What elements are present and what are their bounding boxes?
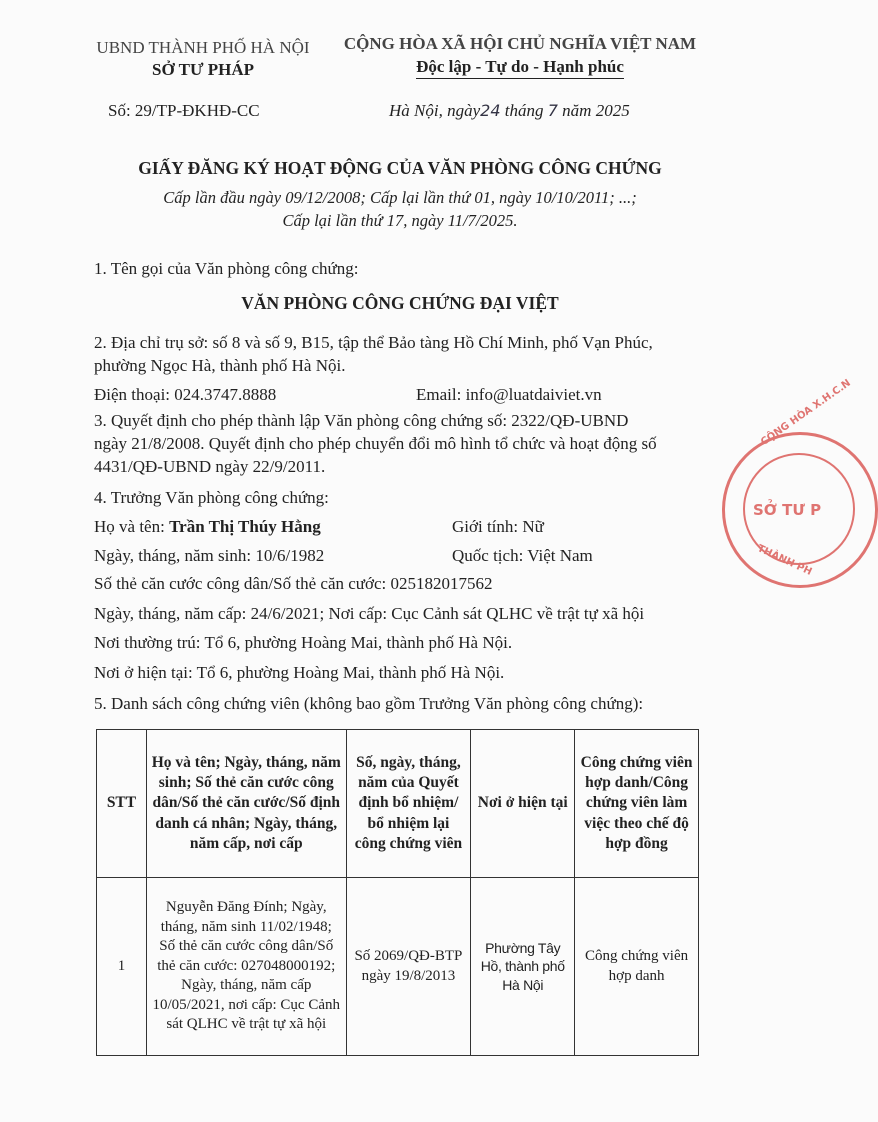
office-name: VĂN PHÒNG CÔNG CHỨNG ĐẠI VIỆT: [241, 293, 559, 313]
header-type: Công chứng viên hợp danh/Công chứng viên làm việc theo chế độ hợp đồng: [575, 730, 699, 878]
head-id-card: Số thẻ căn cước công dân/Số thẻ căn cước: 025182017562: [94, 574, 493, 593]
cell-decision: Số 2069/QĐ-BTP ngày 19/8/2013: [346, 878, 471, 1056]
head-nationality: Quốc tịch: Việt Nam: [452, 546, 593, 565]
document-subtitle-1: Cấp lần đầu ngày 09/12/2008; Cấp lại lần thứ 01, ngày 10/10/2011; ...;: [163, 188, 637, 207]
header-stt: STT: [97, 730, 147, 878]
phone: Điện thoại: 024.3747.8888: [94, 385, 277, 404]
official-seal: CỘNG HÒA X.H.C.N SỞ TƯ P THÀNH PH: [722, 432, 878, 588]
address-line-2: phường Ngọc Hà, thành phố Hà Nội.: [94, 356, 346, 375]
decision-line-3: 4431/QĐ-UBND ngày 22/9/2011.: [94, 457, 326, 476]
cell-person: Nguyễn Đăng Đính; Ngày, tháng, năm sinh 11/02/1948; Số thẻ căn cước công dân/Số thẻ căn cước: 027048000192; Ngày, tháng, năm cấp 10/05/2021, nơi cấp: Cục Cảnh sát QLHC về trật tự xã hội: [146, 878, 346, 1056]
email: Email: info@luatdaiviet.vn: [416, 385, 602, 404]
decision-line-2: ngày 21/8/2008. Quyết định cho phép chuyển đổi mô hình tổ chức và hoạt động số: [94, 434, 657, 453]
head-issue-info: Ngày, tháng, năm cấp: 24/6/2021; Nơi cấp: Cục Cảnh sát QLHC về trật tự xã hội: [94, 604, 645, 623]
country-name: CỘNG HÒA XÃ HỘI CHỦ NGHĨA VIỆT NAM: [343, 34, 697, 53]
table-row: [97, 878, 699, 1056]
decision-line-1: 3. Quyết định cho phép thành lập Văn phòng công chứng số: 2322/QĐ-UBND: [94, 411, 629, 430]
head-dob: Ngày, tháng, năm sinh: 10/6/1982: [94, 546, 325, 565]
head-name: Họ và tên: Trần Thị Thúy Hằng: [94, 517, 321, 536]
cell-stt: 1: [97, 878, 147, 1056]
address-line-1: 2. Địa chỉ trụ sở: số 8 và số 9, B15, tập thể Bảo tàng Hồ Chí Minh, phố Vạn Phúc,: [94, 333, 653, 352]
header-decision: Số, ngày, tháng, năm của Quyết định bổ nhiệm/ bổ nhiệm lại công chứng viên: [346, 730, 471, 878]
head-permanent-residence: Nơi thường trú: Tổ 6, phường Hoàng Mai, thành phố Hà Nội.: [94, 633, 513, 652]
section-1-label: 1. Tên gọi của Văn phòng công chứng:: [94, 259, 359, 278]
document-title: GIẤY ĐĂNG KÝ HOẠT ĐỘNG CỦA VĂN PHÒNG CÔNG CHỨNG: [138, 158, 662, 178]
agency-parent: UBND THÀNH PHỐ HÀ NỘI: [96, 38, 310, 57]
cell-residence: Phường Tây Hồ, thành phố Hà Nội: [471, 878, 575, 1056]
agency-name: SỞ TƯ PHÁP: [151, 60, 254, 79]
cell-type: Công chứng viên hợp danh: [575, 878, 699, 1056]
head-current-residence: Nơi ở hiện tại: Tổ 6, phường Hoàng Mai, thành phố Hà Nội.: [94, 663, 505, 682]
document-number: Số: 29/TP-ĐKHĐ-CC: [108, 101, 260, 120]
section-4-label: 4. Trưởng Văn phòng công chứng:: [94, 488, 329, 507]
motto: Độc lập - Tự do - Hạnh phúc: [330, 57, 710, 77]
issue-date: Hà Nội, ngày24 tháng 7 năm 2025: [389, 101, 630, 120]
table-header-row: [97, 730, 699, 878]
notary-list-table: [96, 729, 699, 1056]
header-person: Họ và tên; Ngày, tháng, năm sinh; Số thẻ căn cước công dân/Số thẻ căn cước/Số định danh cá nhân; Ngày, tháng, năm cấp, nơi cấp: [146, 730, 346, 878]
header-residence: Nơi ở hiện tại: [471, 730, 575, 878]
document-subtitle-2: Cấp lại lần thứ 17, ngày 11/7/2025.: [282, 211, 518, 230]
head-gender: Giới tính: Nữ: [452, 517, 544, 536]
section-5-label: 5. Danh sách công chứng viên (không bao gồm Trưởng Văn phòng công chứng):: [94, 694, 644, 713]
